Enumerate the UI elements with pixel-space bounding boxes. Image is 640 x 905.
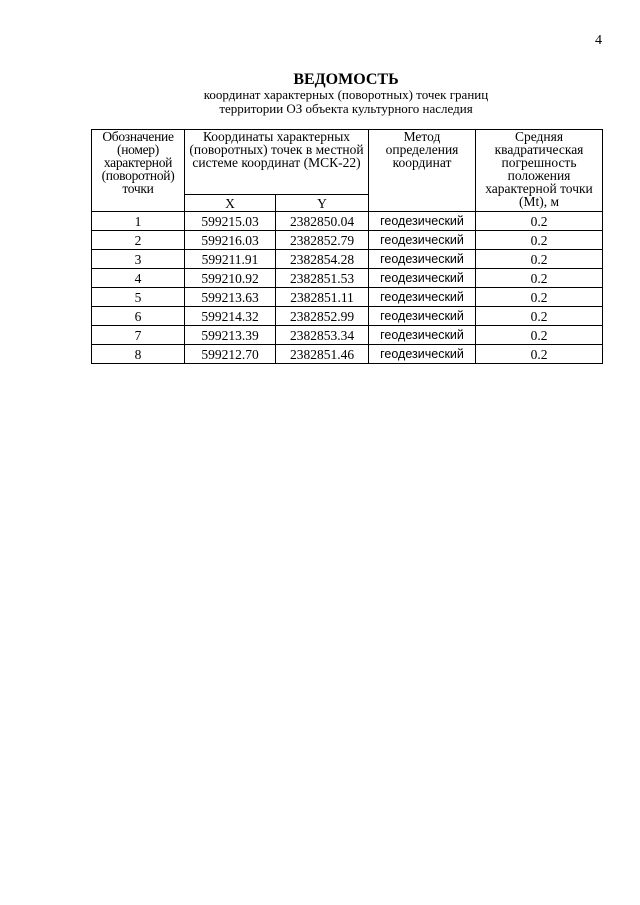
table-row (92, 326, 603, 345)
table-row (92, 345, 603, 364)
point-number-cell: 7 (92, 326, 185, 345)
error-cell: 0.2 (476, 250, 603, 269)
x-coordinate-cell: 599211.91 (185, 250, 276, 269)
header-y: Y (276, 195, 369, 212)
method-cell: геодезический (369, 212, 476, 231)
x-coordinate-cell: 599213.39 (185, 326, 276, 345)
document-title: ВЕДОМОСТЬ (293, 71, 399, 88)
coordinates-table (91, 129, 603, 364)
y-coordinate-cell: 2382852.99 (276, 307, 369, 326)
point-number-cell: 6 (92, 307, 185, 326)
x-coordinate-cell: 599214.32 (185, 307, 276, 326)
method-cell: геодезический (369, 269, 476, 288)
point-number-cell: 3 (92, 250, 185, 269)
header-point-designation: Обозначение (номер) характерной (поворотной) точки (92, 130, 185, 212)
y-coordinate-cell: 2382853.34 (276, 326, 369, 345)
method-cell: геодезический (369, 326, 476, 345)
table-row (92, 212, 603, 231)
error-cell: 0.2 (476, 345, 603, 364)
method-cell: геодезический (369, 345, 476, 364)
y-coordinate-cell: 2382851.46 (276, 345, 369, 364)
y-coordinate-cell: 2382851.11 (276, 288, 369, 307)
document-heading (0, 72, 640, 116)
table-row (92, 269, 603, 288)
document-subtitle-line-1: координат характерных (поворотных) точек границ (203, 87, 489, 102)
point-number-cell: 1 (92, 212, 185, 231)
method-cell: геодезический (369, 307, 476, 326)
method-cell: геодезический (369, 250, 476, 269)
header-x: X (185, 195, 276, 212)
error-cell: 0.2 (476, 307, 603, 326)
table-row (92, 231, 603, 250)
x-coordinate-cell: 599216.03 (185, 231, 276, 250)
error-cell: 0.2 (476, 212, 603, 231)
document-subtitle-line-2: территории ОЗ объекта культурного наследия (219, 101, 473, 116)
table-row (92, 307, 603, 326)
x-coordinate-cell: 599212.70 (185, 345, 276, 364)
point-number-cell: 2 (92, 231, 185, 250)
header-method: Метод определения координат (369, 130, 476, 212)
x-coordinate-cell: 599213.63 (185, 288, 276, 307)
x-coordinate-cell: 599215.03 (185, 212, 276, 231)
point-number-cell: 4 (92, 269, 185, 288)
table-row (92, 288, 603, 307)
header-error: Средняя квадратическая погрешность положения характерной точки (Mt), м (476, 130, 603, 212)
x-coordinate-cell: 599210.92 (185, 269, 276, 288)
point-number-cell: 8 (92, 345, 185, 364)
page-number: 4 (595, 33, 602, 48)
point-number-cell: 5 (92, 288, 185, 307)
method-cell: геодезический (369, 288, 476, 307)
y-coordinate-cell: 2382852.79 (276, 231, 369, 250)
y-coordinate-cell: 2382850.04 (276, 212, 369, 231)
error-cell: 0.2 (476, 288, 603, 307)
method-cell: геодезический (369, 231, 476, 250)
error-cell: 0.2 (476, 269, 603, 288)
error-cell: 0.2 (476, 326, 603, 345)
header-coordinates: Координаты характерных (поворотных) точек в местной системе координат (МСК-22) (185, 130, 369, 195)
y-coordinate-cell: 2382854.28 (276, 250, 369, 269)
table-row (92, 250, 603, 269)
table-body (92, 212, 603, 364)
error-cell: 0.2 (476, 231, 603, 250)
y-coordinate-cell: 2382851.53 (276, 269, 369, 288)
